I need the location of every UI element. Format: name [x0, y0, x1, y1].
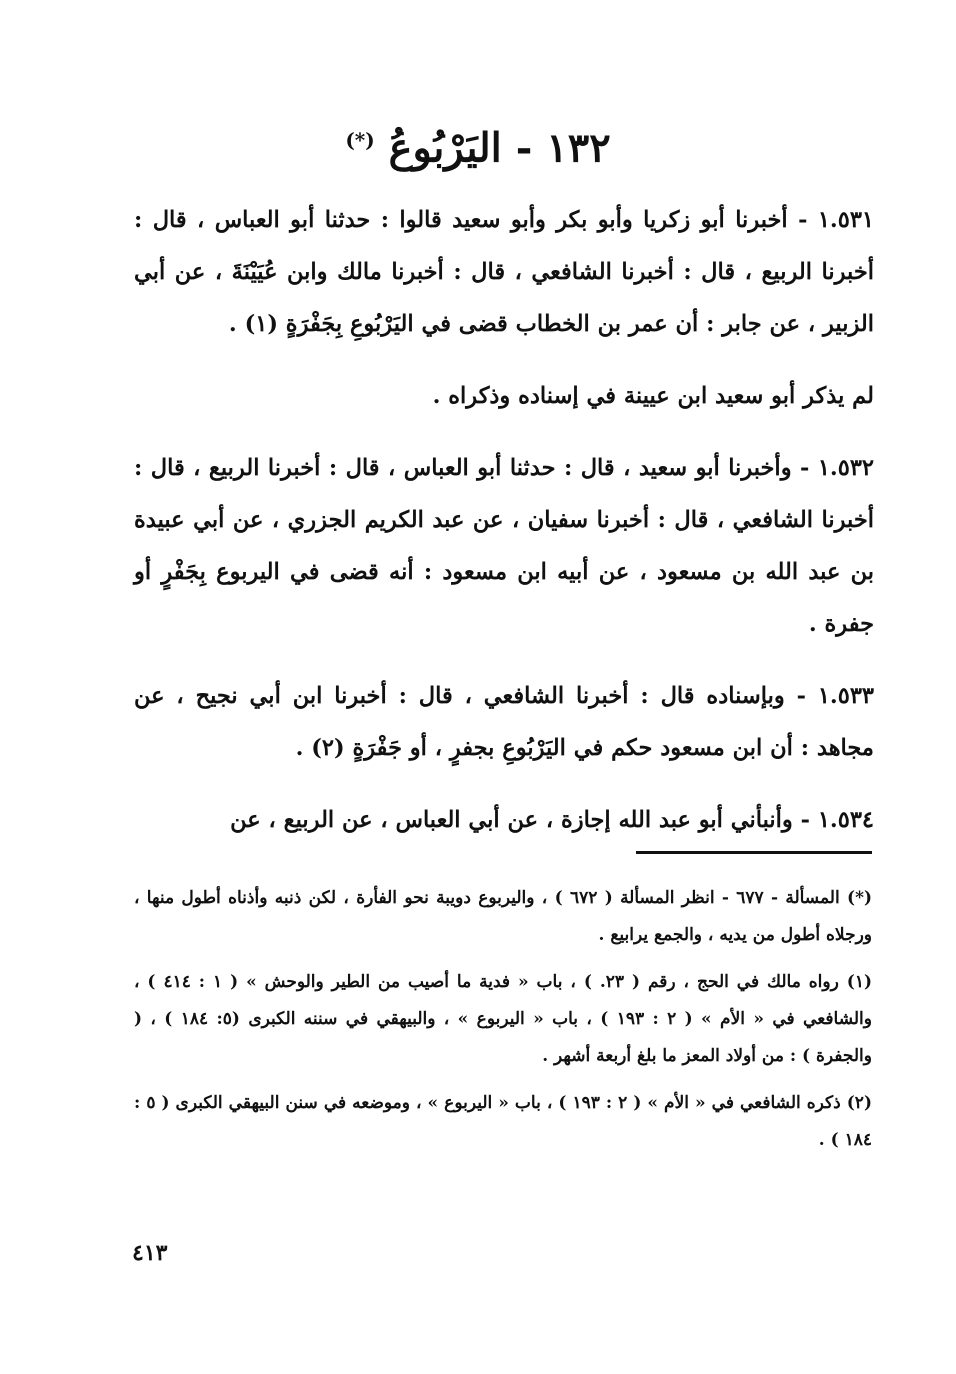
footnote-star: (*) المسألة - ٦٧٧ - انظر المسألة ( ٦٧٢ ) ، واليربوع دويبة نحو الفأرة ، لكن ذنبه وأذناه أطول منها ، ورجلاه أطول من يديه ، والجمع يرابيع .	[134, 888, 872, 945]
footnote-1: (١) رواه مالك في الحج ، رقم ( ٢٣. ) ، باب « فدية ما أصيب من الطير والوحش » ( ١ : ٤١٤ ) ، والشافعي في « الأم » ( ٢ : ١٩٣ ) ، باب « اليربوع » ، والبيهقي في سننه الكبرى (٥: ١٨٤ ) ، ( والجفرة ) : من أولاد المعز ما بلغ أربعة أشهر .	[134, 972, 872, 1066]
isnad-note: لم يذكر أبو سعيد ابن عيينة في إسناده وذكراه .	[432, 383, 874, 409]
page-number: ٤١٣	[132, 1240, 168, 1266]
main-text	[134, 194, 874, 866]
footnote-2: (٢) ذكره الشافعي في « الأم » ( ٢ : ١٩٣ ) ، باب « اليربوع » ، وموضعه في سنن البيهقي الكبرى ( ٥ : ١٨٤ ) .	[134, 1093, 872, 1150]
chapter-title	[0, 112, 956, 176]
hadith-1532: ١.٥٣٢ - وأخبرنا أبو سعيد ، قال : حدثنا أبو العباس ، قال : أخبرنا الربيع ، قال : أخبرنا الشافعي ، قال : أخبرنا سفيان ، عن عبد الكريم الجزري ، عن أبي عبيدة بن عبد الله بن مسعود ، عن أبيه ابن مسعود : أنه قضى في اليربوع بِجَفْرٍ أو جفرة .	[134, 455, 874, 637]
chapter-title-footnote-marker: (*)	[345, 128, 375, 152]
footnote-divider	[636, 851, 872, 854]
chapter-title-text: ١٣٢ - اليَرْبُوعُ	[388, 124, 611, 172]
footnotes	[134, 880, 872, 1169]
hadith-1533: ١.٥٣٣ - وبإسناده قال : أخبرنا الشافعي ، قال : أخبرنا ابن أبي نجيح ، عن مجاهد : أن ابن مسعود حكم في اليَرْبُوعِ بجفرٍ ، أو جَفْرَةٍ (٢) .	[134, 683, 874, 761]
hadith-1531: ١.٥٣١ - أخبرنا أبو زكريا وأبو بكر وأبو سعيد قالوا : حدثنا أبو العباس ، قال : أخبرنا الربيع ، قال : أخبرنا الشافعي ، قال : أخبرنا مالك وابن عُيَيْنَةَ ، عن أبي الزبير ، عن جابر : أن عمر بن الخطاب قضى في اليَرْبُوعِ بِجَفْرَةٍ (١) .	[134, 207, 874, 337]
hadith-1534: ١.٥٣٤ - وأنبأني أبو عبد الله إجازة ، عن أبي العباس ، عن الربيع ، عن	[230, 807, 874, 833]
